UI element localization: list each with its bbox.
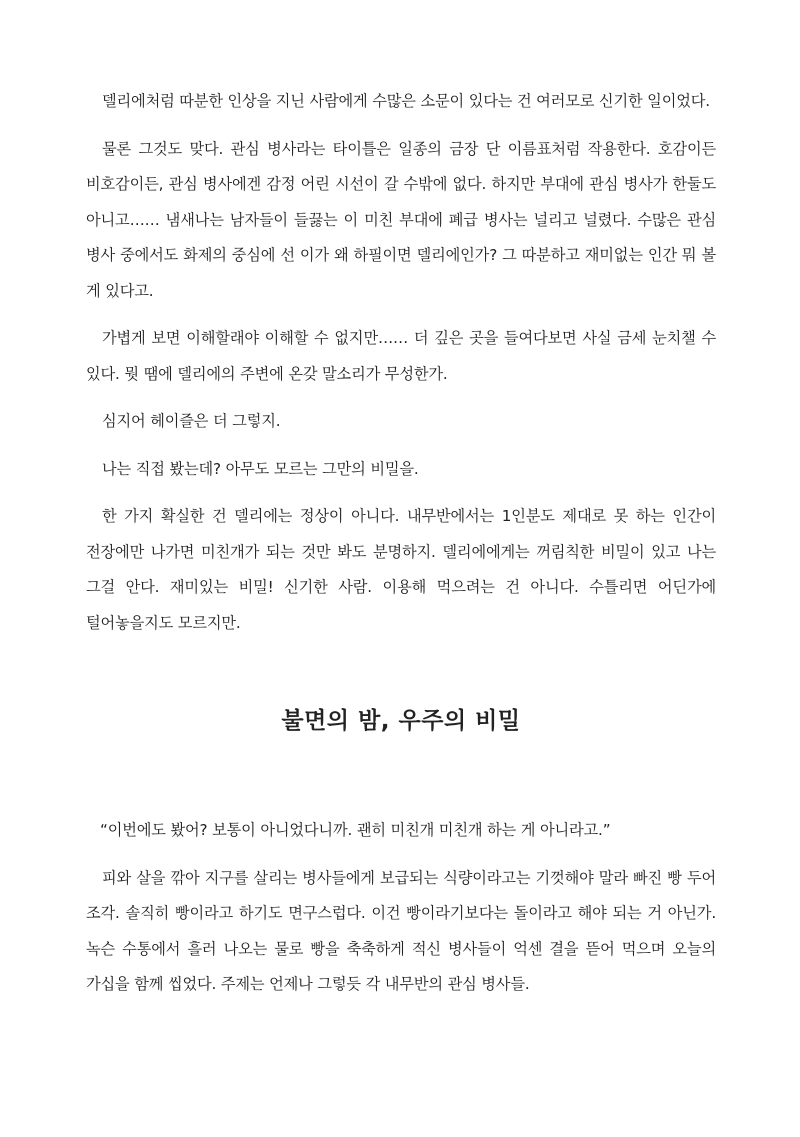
paragraph: 한 가지 확실한 건 델리에는 정상이 아니다. 내무반에서는 1인분도 제대로 못 하는 인간이 전장에만 나가면 미친개가 되는 것만 봐도 분명하지. 델리에에게는 꺼림칙한 비밀이 있고 나는 그걸 안다. 재미있는 비밀! 신기한 사람. 이용해 먹으려는 건 아니다. 수틀리면 어딘가에 털어놓을지도 모르지만. xyxy=(86,507,716,632)
section-heading: 불면의 밤, 우주의 비밀 xyxy=(281,708,521,734)
dialogue-paragraph: “이번에도 봤어? 보통이 아니었다니까. 괜히 미친개 미친개 하는 게 아니라고.” xyxy=(100,821,611,839)
paragraph: 가볍게 보면 이해할래야 이해할 수 없지만…… 더 깊은 곳을 들여다보면 사실 금세 눈치챌 수 있다. 뭣 땜에 델리에의 주변에 온갖 말소리가 무성한가. xyxy=(86,329,716,383)
paragraph: 델리에처럼 따분한 인상을 지닌 사람에게 수많은 소문이 있다는 건 여러모로 신기한 일이었다. xyxy=(102,92,710,110)
paragraph: 심지어 헤이즐은 더 그렇지. xyxy=(102,412,281,430)
paragraph: 나는 직접 봤는데? 아무도 모르는 그만의 비밀을. xyxy=(102,459,419,478)
paragraph: 물론 그것도 맞다. 관심 병사라는 타이틀은 일종의 금장 단 이름표처럼 작용한다. 호감이든 비호감이든, 관심 병사에겐 감정 어린 시선이 갈 수밖에 없다. 하지만 부대에 관심 병사가 한둘도 아니고…… 냄새나는 남자들이 들끓는 이 미친 부대에 폐급 병사는 널리고 널렸다. 수많은 관심 병사 중에서도 화제의 중심에 선 이가 왜 하필이면 델리에인가? 그 따분하고 재미없는 인간 뭐 볼 게 있다고. xyxy=(86,139,716,300)
paragraph: 피와 살을 깎아 지구를 살리는 병사들에게 보급되는 식량이라고는 기껏해야 말라 빠진 빵 두어 조각. 솔직히 빵이라고 하기도 면구스럽다. 이건 빵이라기보다는 돌이라고 해야 되는 거 아닌가. 녹슨 수통에서 흘러 나오는 물로 빵을 축축하게 적신 병사들이 억센 결을 뜯어 먹으며 오늘의 가십을 함께 씹었다. 주제는 언제나 그렇듯 각 내무반의 관심 병사들. xyxy=(86,868,716,993)
